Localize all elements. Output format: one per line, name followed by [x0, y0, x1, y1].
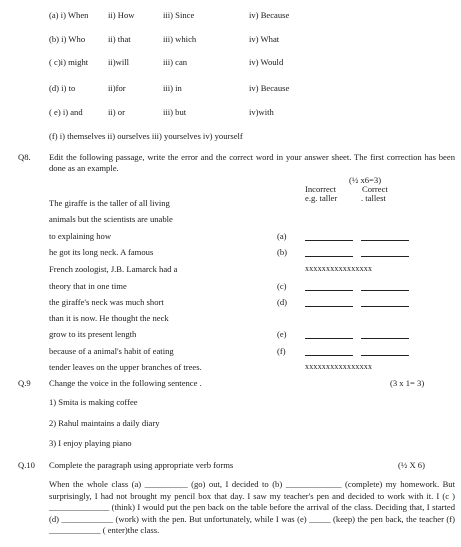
q8-instruction: Edit the following passage, write the error and the correct word in your answer sheet. The first correction has been done as an example.: [49, 152, 455, 173]
q9-item-2: 2) Rahul maintains a daily diary: [49, 418, 160, 428]
option-c-row-1: iii) Since: [163, 10, 195, 20]
option-b-row-5: ii) or: [108, 107, 125, 117]
correct-answer-blank[interactable]: [361, 306, 409, 307]
option-c-row-4: iii) in: [163, 83, 182, 93]
error-label: (c): [277, 281, 287, 291]
correct-answer-blank[interactable]: [361, 256, 409, 257]
passage-line-4: he got its long neck. A famous: [49, 247, 154, 257]
option-d-row-5: iv)with: [249, 107, 274, 117]
q9-item-3: 3) I enjoy playing piano: [49, 438, 132, 448]
error-label: (f): [277, 346, 286, 356]
q8-col-incorrect: Incorrect: [305, 184, 337, 194]
passage-line-8: than it is now. He thought the neck: [49, 313, 169, 323]
option-a-row-2: (b) i) Who: [49, 34, 86, 44]
passage-line-9: grow to its present length: [49, 329, 137, 339]
correct-answer-blank[interactable]: [361, 338, 409, 339]
error-label: (e): [277, 329, 287, 339]
q9-instruction: Change the voice in the following sentence .: [49, 378, 202, 388]
option-d-row-2: iv) What: [249, 34, 280, 44]
option-d-row-1: iv) Because: [249, 10, 290, 20]
option-c-row-2: iii) which: [163, 34, 197, 44]
correct-answer-blank[interactable]: [361, 290, 409, 291]
q8-example-correct: . tallest: [361, 193, 386, 203]
q8-col-correct: Correct: [362, 184, 388, 194]
q9-marks: (3 x 1= 3): [390, 378, 425, 388]
passage-line-11: tender leaves on the upper branches of trees.: [49, 362, 202, 372]
incorrect-answer-blank[interactable]: [305, 306, 353, 307]
option-b-row-2: ii) that: [108, 34, 131, 44]
incorrect-answer-blank[interactable]: [305, 338, 353, 339]
q8-marks: (½ x6=3): [349, 175, 382, 185]
error-label: (b): [277, 247, 288, 257]
q8-number: Q8.: [18, 152, 31, 162]
passage-line-7: the giraffe's neck was much short: [49, 297, 164, 307]
option-c-row-3: iii) can: [163, 57, 188, 67]
incorrect-answer-blank[interactable]: [305, 355, 353, 356]
incorrect-answer-blank[interactable]: [305, 290, 353, 291]
option-a-row-5: ( e) i) and: [49, 107, 83, 117]
q8-example-incorrect: e.g. taller: [305, 193, 338, 203]
option-b-row-1: ii) How: [108, 10, 135, 20]
option-row-f: (f) i) themselves ii) ourselves iii) yourselves iv) yourself: [49, 131, 243, 141]
q9-item-1: 1) Smita is making coffee: [49, 397, 138, 407]
option-a-row-1: (a) i) When: [49, 10, 89, 20]
error-label: (d): [277, 297, 288, 307]
incorrect-answer-blank[interactable]: [305, 240, 353, 241]
q10-instruction: Complete the paragraph using appropriate verb forms: [49, 460, 234, 470]
correct-answer-blank[interactable]: [361, 355, 409, 356]
option-a-row-4: (d) i) to: [49, 83, 76, 93]
x-mark-separator: xxxxxxxxxxxxxxxx: [305, 264, 373, 273]
option-c-row-5: iii) but: [163, 107, 187, 117]
option-b-row-3: ii)will: [108, 57, 130, 67]
q10-number: Q.10: [18, 460, 35, 470]
q10-marks: (½ X 6): [398, 460, 425, 470]
passage-line-5: French zoologist, J.B. Lamarck had a: [49, 264, 178, 274]
q9-number: Q.9: [18, 378, 31, 388]
passage-line-3: to explaining how: [49, 231, 112, 241]
passage-line-2: animals but the scientists are unable: [49, 214, 173, 224]
correct-answer-blank[interactable]: [361, 240, 409, 241]
passage-line-6: theory that in one time: [49, 281, 127, 291]
passage-line-1: The giraffe is the taller of all living: [49, 198, 170, 208]
option-a-row-3: ( c)i) might: [49, 57, 89, 67]
incorrect-answer-blank[interactable]: [305, 256, 353, 257]
option-d-row-3: iv) Would: [249, 57, 284, 67]
x-mark-separator: xxxxxxxxxxxxxxxx: [305, 362, 373, 371]
passage-line-10: because of a animal's habit of eating: [49, 346, 174, 356]
option-b-row-4: ii)for: [108, 83, 126, 93]
error-label: (a): [277, 231, 287, 241]
option-d-row-4: iv) Because: [249, 83, 290, 93]
q10-paragraph: When the whole class (a) __________ (go) out, I decided to (b) _____________ (complete) my homework. But surprisingly, I had not brought my pencil box that day. I saw my teacher's pen and decided to work with it. I (c ) ______________ (think) I would put the pen back on the table before the arrival of the class. Deciding that, I started (d) ____________ (work) with the pen. But unfortunately, while I was (e) _____ (keep) the pen back, the teacher (f) ____________ ( enter)the class.: [49, 479, 455, 536]
